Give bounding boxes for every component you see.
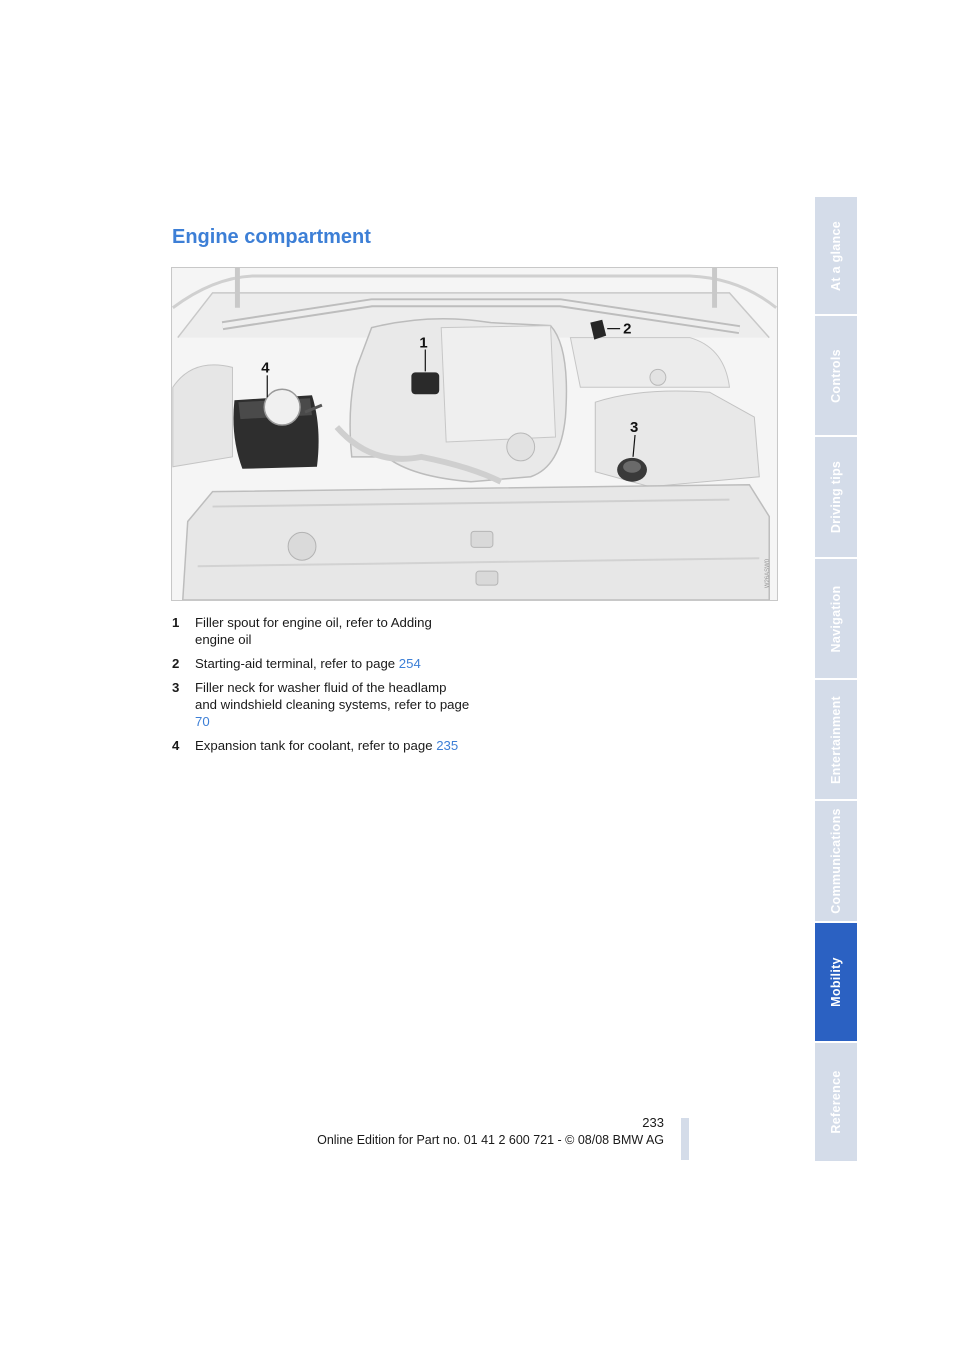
page-link[interactable]: 235 [436, 738, 459, 753]
list-item [172, 737, 472, 754]
list-item [172, 679, 472, 730]
callout-2: 2 [623, 321, 632, 338]
chapter-tabs [815, 197, 857, 1163]
tab-reference[interactable] [815, 1043, 857, 1163]
section-title: Engine compartment [172, 226, 371, 248]
tab-label: Communications [829, 808, 843, 914]
item-number: 3 [172, 680, 180, 695]
legend-list [172, 614, 472, 761]
figure-code: W26ASW0 [765, 558, 772, 589]
list-item [172, 614, 472, 648]
tab-label: Mobility [829, 957, 843, 1007]
page-number: 233 [642, 1115, 664, 1130]
tab-navigation[interactable] [815, 559, 857, 680]
page-marker [681, 1118, 689, 1160]
tab-label: Controls [829, 348, 843, 403]
tab-label: Entertainment [829, 695, 843, 784]
item-number: 2 [172, 656, 180, 671]
item-text: Starting-aid terminal, refer to page [195, 656, 399, 671]
list-item [172, 655, 472, 672]
tab-label: Driving tips [829, 460, 843, 534]
tab-controls[interactable] [815, 316, 857, 437]
item-text: Filler neck for washer fluid of the headlamp and windshield cleaning systems, refer to page [195, 680, 470, 712]
engine-compartment-illustration [171, 267, 778, 601]
tab-mobility[interactable] [815, 923, 857, 1043]
callout-3: 3 [630, 420, 639, 437]
tab-label: Reference [829, 1070, 843, 1134]
item-number: 1 [172, 615, 180, 630]
item-text: Expansion tank for coolant, refer to page [195, 738, 437, 753]
footer-text: Online Edition for Part no. 01 41 2 600 721 - © 08/08 BMW AG [317, 1133, 664, 1147]
page-link[interactable]: 254 [398, 656, 421, 671]
tab-communications[interactable] [815, 801, 857, 923]
item-number: 4 [172, 738, 180, 753]
callout-1: 1 [419, 335, 428, 352]
item-text: Filler spout for engine oil, refer to Adding engine oil [195, 615, 432, 647]
callout-4: 4 [261, 360, 270, 377]
tab-label: Navigation [829, 585, 843, 652]
tab-entertainment[interactable] [815, 680, 857, 801]
tab-driving-tips[interactable] [815, 437, 857, 559]
tab-at-a-glance[interactable] [815, 197, 857, 316]
page-link[interactable]: 70 [195, 714, 210, 729]
tab-label: At a glance [829, 220, 843, 291]
